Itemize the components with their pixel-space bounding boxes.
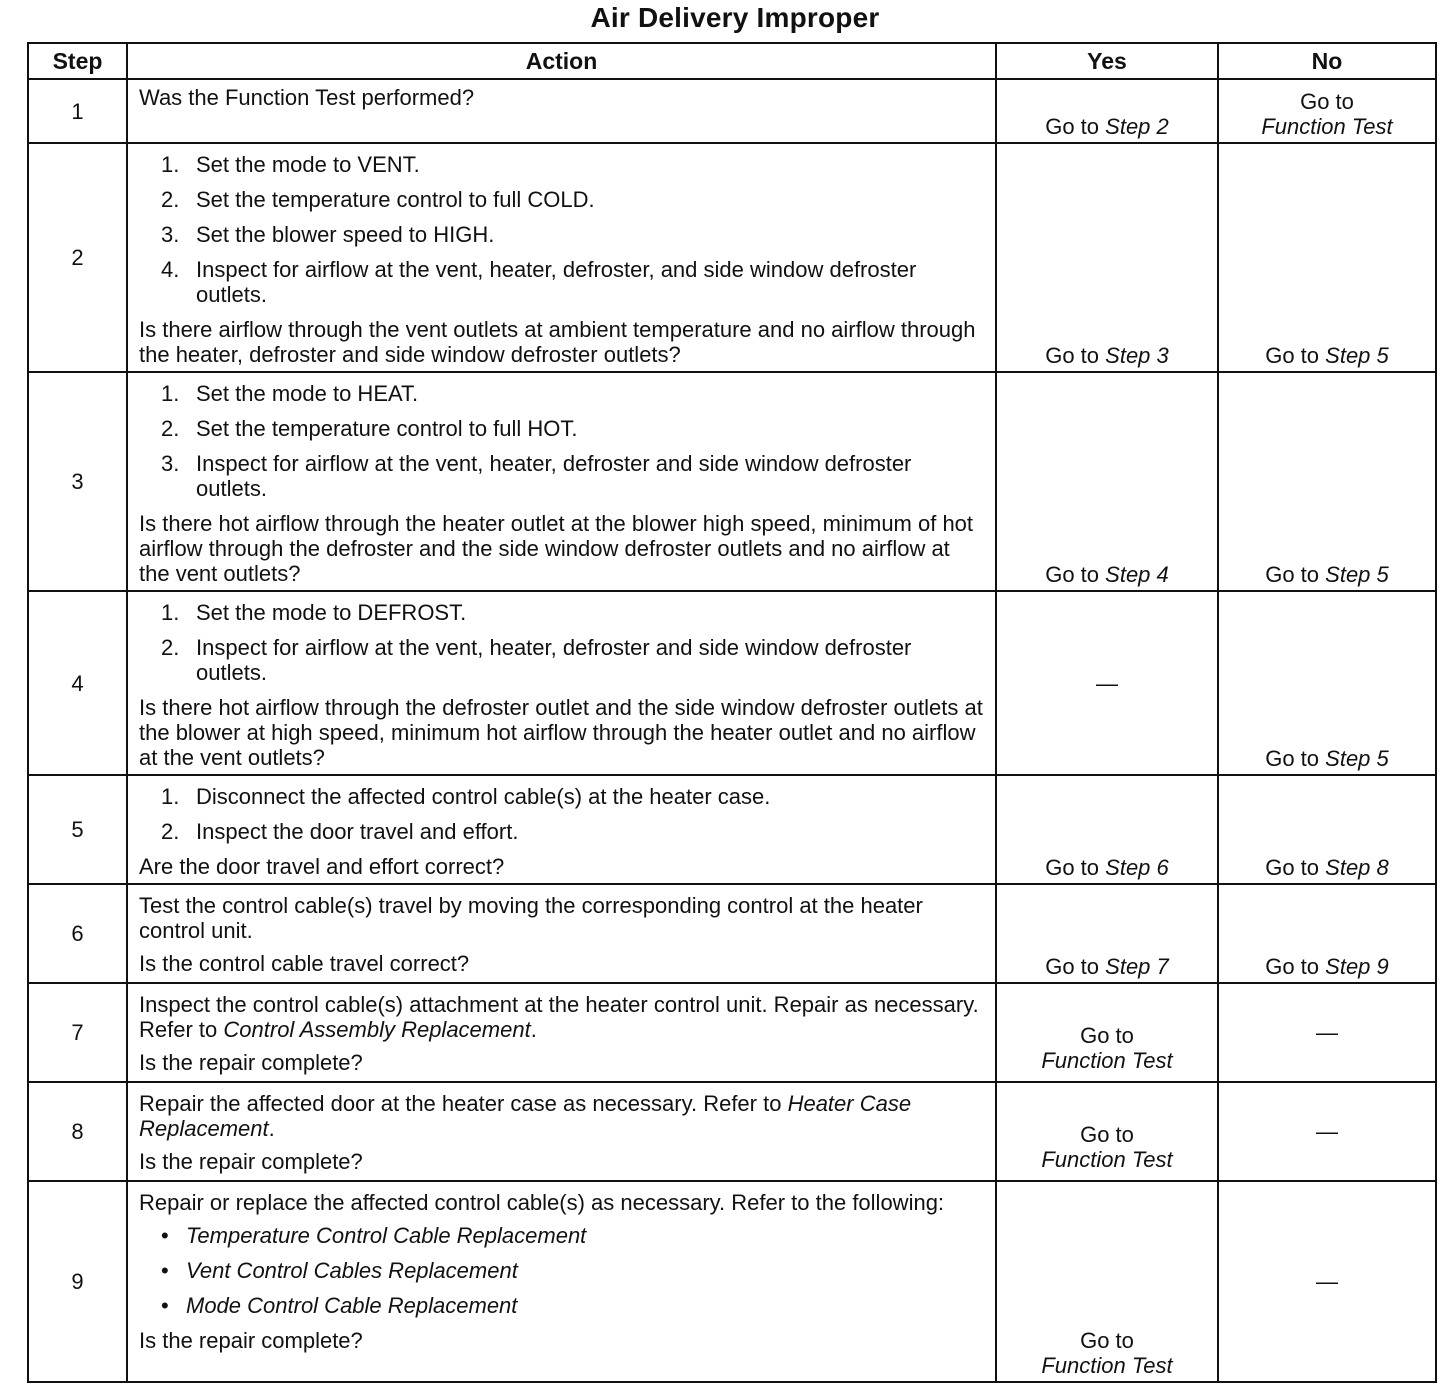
question: Is the control cable travel correct? <box>139 951 470 976</box>
yes-cell <box>996 1181 1218 1382</box>
goto-word: Go to <box>1080 1122 1134 1147</box>
doc-reference: Control Assembly Replacement <box>223 1017 531 1042</box>
yes-step-ref: Step 3 <box>1105 343 1169 368</box>
page-title: Air Delivery Improper <box>590 2 880 33</box>
goto-word: Go to <box>1045 562 1100 587</box>
yes-step-ref: Step 6 <box>1105 855 1169 880</box>
goto-word: Go to <box>1265 746 1320 771</box>
goto-word: Go to <box>1080 1023 1134 1048</box>
step-number: 9 <box>28 1181 127 1382</box>
list-item: • Temperature Control Cable Replacement <box>161 1223 587 1248</box>
no-step-ref: Step 5 <box>1325 746 1389 771</box>
dash-mark: — <box>1096 670 1118 696</box>
action-cell <box>127 143 996 372</box>
procedure-list <box>139 600 985 685</box>
dash-mark: — <box>1316 1020 1338 1045</box>
yes-cell <box>996 143 1218 372</box>
table-row <box>28 1181 1436 1382</box>
list-item: 2. Set the temperature control to full HOT. <box>161 416 578 441</box>
yes-step-ref: Function Test <box>1041 1353 1173 1378</box>
list-item: • Vent Control Cables Replacement <box>161 1258 518 1283</box>
step-number: 8 <box>28 1082 127 1181</box>
goto-word: Go to <box>1300 89 1354 114</box>
action-cell <box>127 1082 996 1181</box>
question: Is there hot airflow through the defroster outlet and the side window defroster outlets at the blower at high speed, minimum hot airflow through the heater outlet and no airflow at the vent outlets? <box>139 695 983 770</box>
step-number: 6 <box>28 884 127 983</box>
yes-cell <box>996 1082 1218 1181</box>
no-cell <box>1218 884 1436 983</box>
table-row <box>28 775 1436 884</box>
instruction-text: Test the control cable(s) travel by moving the corresponding control at the heater control unit. <box>139 893 923 943</box>
action-cell <box>127 884 996 983</box>
list-item: 1. Set the mode to VENT. <box>161 152 420 177</box>
reference-list <box>139 1223 985 1318</box>
question: Are the door travel and effort correct? <box>139 854 505 879</box>
no-cell <box>1218 79 1436 143</box>
yes-step-ref: Step 7 <box>1105 954 1169 979</box>
no-step-ref: Step 5 <box>1325 562 1389 587</box>
list-item: 2. Inspect for airflow at the vent, heater, defroster and side window defroster outlets. <box>161 635 912 685</box>
table-row <box>28 983 1436 1082</box>
yes-step-ref: Function Test <box>1041 1147 1173 1172</box>
yes-step-ref: Step 2 <box>1105 114 1169 139</box>
step-number: 1 <box>28 79 127 143</box>
no-cell <box>1218 983 1436 1082</box>
step-number: 2 <box>28 143 127 372</box>
yes-cell <box>996 884 1218 983</box>
list-item: 1. Set the mode to HEAT. <box>161 381 419 406</box>
yes-cell <box>996 983 1218 1082</box>
action-cell <box>127 591 996 775</box>
table-row <box>28 884 1436 983</box>
list-item: 4. Inspect for airflow at the vent, heater, defroster, and side window defroster outlets. <box>161 257 917 307</box>
list-item: 1. Set the mode to DEFROST. <box>161 600 467 625</box>
header-step: Step <box>28 43 127 79</box>
goto-word: Go to <box>1265 562 1320 587</box>
question: Was the Function Test performed? <box>139 85 475 110</box>
table-row <box>28 143 1436 372</box>
no-step-ref: Step 5 <box>1325 343 1389 368</box>
dash-mark: — <box>1316 1269 1338 1294</box>
step-number: 3 <box>28 372 127 591</box>
question: Is there hot airflow through the heater outlet at the blower high speed, minimum of hot airflow through the defroster and the side window defroster outlets and no airflow at the vent outlets? <box>139 511 974 586</box>
question: Is the repair complete? <box>139 1328 363 1353</box>
action-cell <box>127 983 996 1082</box>
table-row <box>28 372 1436 591</box>
no-cell <box>1218 1082 1436 1181</box>
table-row <box>28 1082 1436 1181</box>
step-number: 7 <box>28 983 127 1082</box>
no-cell <box>1218 591 1436 775</box>
goto-word: Go to <box>1045 954 1100 979</box>
instruction-text: Inspect the control cable(s) attachment at the heater control unit. Repair as necessary. Refer to Control Assembly Replacement. <box>139 992 979 1042</box>
list-item: 3. Set the blower speed to HIGH. <box>161 222 495 247</box>
table-row <box>28 591 1436 775</box>
question: Is there airflow through the vent outlets at ambient temperature and no airflow through the heater, defroster and side window defroster outlets? <box>139 317 976 367</box>
goto-word: Go to <box>1045 855 1100 880</box>
action-cell <box>127 79 996 143</box>
goto-word: Go to <box>1080 1328 1134 1353</box>
list-item: • Mode Control Cable Replacement <box>161 1293 518 1318</box>
diagnostic-table <box>27 42 1437 1383</box>
procedure-list <box>139 784 985 844</box>
yes-cell <box>996 775 1218 884</box>
step-number: 5 <box>28 775 127 884</box>
action-cell <box>127 372 996 591</box>
table-header-row <box>28 43 1436 79</box>
question: Is the repair complete? <box>139 1050 363 1075</box>
no-step-ref: Step 8 <box>1325 855 1389 880</box>
header-action: Action <box>127 43 996 79</box>
yes-cell <box>996 591 1218 775</box>
goto-word: Go to <box>1045 114 1100 139</box>
header-no: No <box>1218 43 1436 79</box>
action-cell <box>127 1181 996 1382</box>
header-yes: Yes <box>996 43 1218 79</box>
no-cell <box>1218 1181 1436 1382</box>
goto-word: Go to <box>1045 343 1100 368</box>
doc-reference: Heater Case Replacement <box>139 1091 912 1141</box>
dash-mark: — <box>1316 1119 1338 1144</box>
instruction-text: Repair the affected door at the heater case as necessary. Refer to Heater Case Replacement. <box>139 1091 912 1141</box>
question: Is the repair complete? <box>139 1149 363 1174</box>
list-item: 2. Set the temperature control to full COLD. <box>161 187 595 212</box>
goto-word: Go to <box>1265 343 1320 368</box>
goto-word: Go to <box>1265 954 1320 979</box>
action-cell <box>127 775 996 884</box>
goto-word: Go to <box>1265 855 1320 880</box>
procedure-list <box>139 381 985 501</box>
no-step-ref: Step 9 <box>1325 954 1389 979</box>
instruction-text: Repair or replace the affected control cable(s) as necessary. Refer to the following: <box>139 1190 945 1215</box>
step-number: 4 <box>28 591 127 775</box>
list-item: 3. Inspect for airflow at the vent, heater, defroster and side window defroster outlets. <box>161 451 912 501</box>
list-item: 2. Inspect the door travel and effort. <box>161 819 519 844</box>
yes-step-ref: Step 4 <box>1105 562 1169 587</box>
no-cell <box>1218 775 1436 884</box>
yes-cell <box>996 372 1218 591</box>
yes-cell <box>996 79 1218 143</box>
procedure-list <box>139 152 985 307</box>
no-cell <box>1218 143 1436 372</box>
list-item: 1. Disconnect the affected control cable(s) at the heater case. <box>161 784 771 809</box>
no-cell <box>1218 372 1436 591</box>
table-row <box>28 79 1436 143</box>
yes-step-ref: Function Test <box>1041 1048 1173 1073</box>
no-step-ref: Function Test <box>1261 114 1393 139</box>
